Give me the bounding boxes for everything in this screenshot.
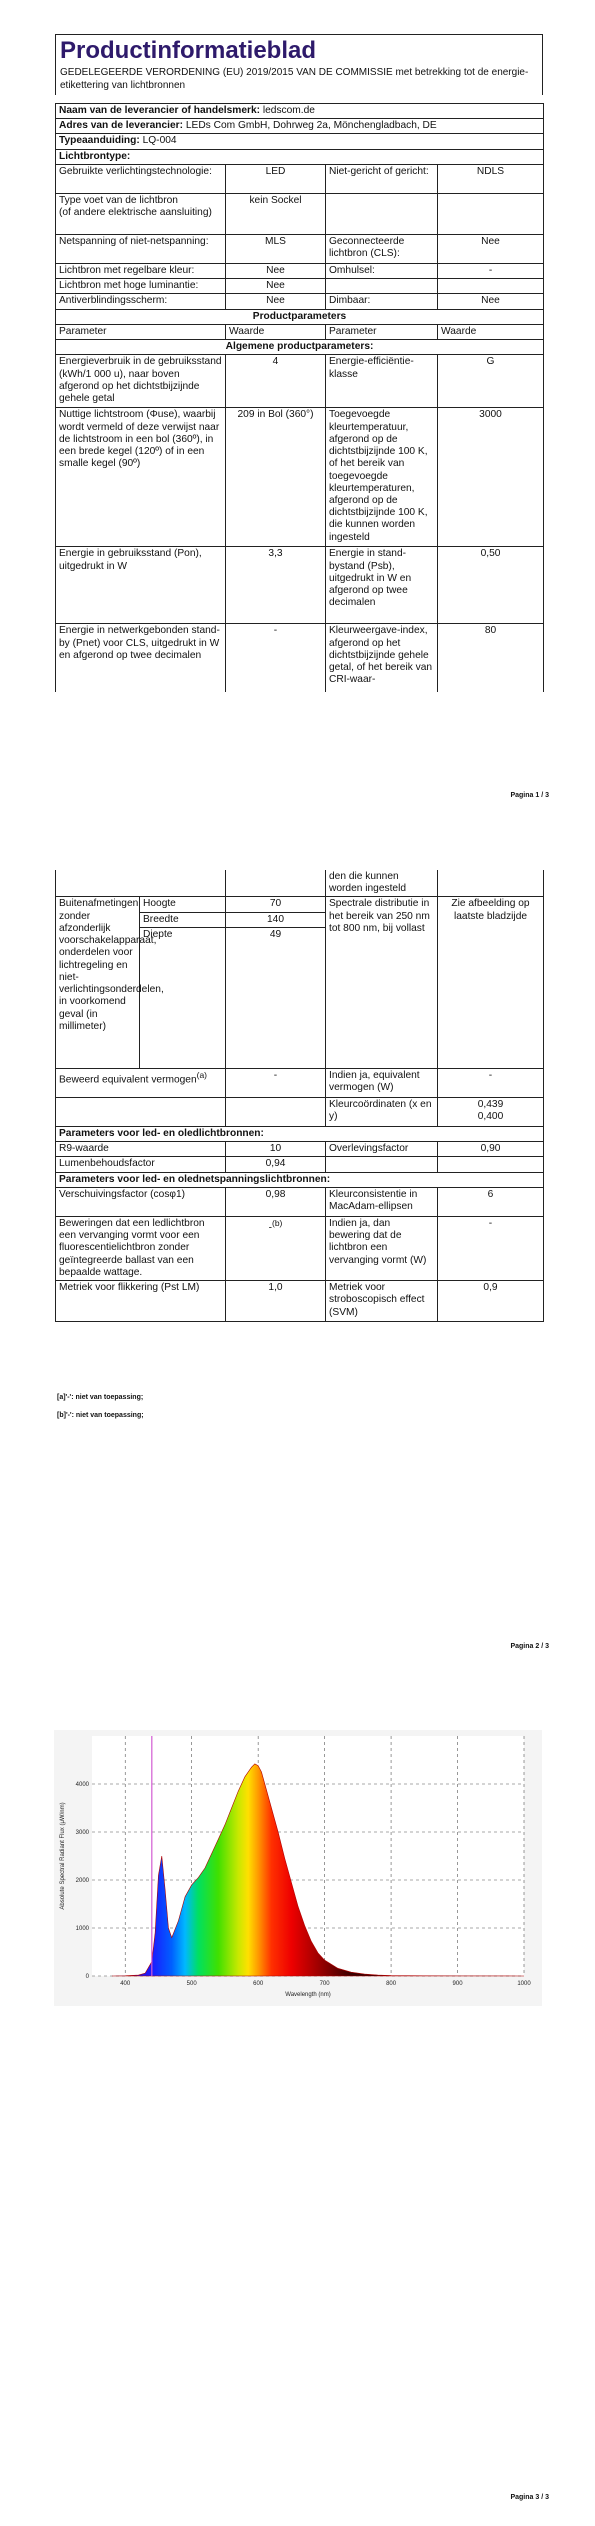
x-tick-label: 800 [386,1981,397,1987]
param-row [56,1157,544,1172]
model-row [56,134,544,149]
param-label: Energie-efficiëntie-klasse [326,355,438,408]
param-value: 0,50 [438,547,544,624]
type-label: Omhulsel: [326,263,438,278]
strobo-label: Metriek voor stroboscopisch effect (SVM) [326,1281,438,1322]
x-tick-label: 400 [120,1981,131,1987]
type-row [56,164,544,193]
x-axis-label: Wavelength (nm) [285,1992,331,1998]
strobo-value: 0,9 [438,1281,544,1322]
fluor-value-text: - [268,1222,272,1234]
led-params-heading: Parameters voor led- en oledlichtbronnen: [56,1126,544,1141]
param-row [56,1068,544,1097]
type-label: Antiverblindingsscherm: [56,294,226,309]
type-value: Nee [226,294,326,309]
spectral-label: Spectrale distributie in het bereik van 250 nm tot 800 nm, bij vollast [326,897,438,1068]
y-tick-label: 3000 [75,1830,89,1836]
type-label: Geconnecteerde lichtbron (CLS): [326,234,438,263]
type-row [56,279,544,294]
empty-cell [438,870,544,897]
product-info-table-continued [55,870,544,1322]
page-number: Pagina 3 / 3 [510,2494,549,2501]
param-value: G [438,355,544,408]
page-number: Pagina 1 / 3 [510,792,549,799]
param-row [56,1281,544,1322]
phi-value: 0,98 [226,1187,326,1216]
continued-label: den die kunnen worden ingesteld [326,870,438,897]
supplier-label: Naam van de leverancier of handelsmerk: [59,105,261,116]
claim-value: - [226,1068,326,1097]
dim-value: 49 [226,927,326,1068]
param-label: Nuttige lichtstroom (Φuse), waarbij wordt vermeld of deze verwijst naar de lichtstroom in een bol (360º), in een brede kegel (120º) of in een smalle kegel (90º) [56,408,226,547]
type-label: Lichtbron met regelbare kleur: [56,263,226,278]
empty-cell [438,1157,544,1172]
type-label: Niet-gericht of gericht: [326,164,438,193]
supplier-row [56,104,544,119]
lichtbrontype-heading: Lichtbrontype: [56,149,544,164]
type-row [56,263,544,278]
dims-label: Buitenafmetingen zonder afzonderlijk voorschakelapparaat, onderdelen voor lichtregeling en niet-verlichtingsonderdelen, in voorkomend geval (in millimeter) [56,897,140,1068]
type-value: Nee [226,279,326,294]
footnote-marker: (b) [272,1217,283,1228]
claim-label [56,1068,226,1097]
y-tick-label: 1000 [75,1926,89,1932]
column-header-row [56,324,544,339]
column-header: Waarde [438,324,544,339]
spectral-distribution-chart [54,1730,542,2006]
survival-label: Overlevingsfactor [326,1142,438,1157]
type-row [56,234,544,263]
flicker-value: 1,0 [226,1281,326,1322]
y-axis-label: Absolute Spectral Radiant Flux (μW/nm) [60,1802,66,1910]
column-header: Parameter [56,324,226,339]
phi-label: Verschuivingsfactor (cosφ1) [56,1187,226,1216]
type-row [56,294,544,309]
type-label [326,193,438,234]
dim-label: Diepte [140,927,226,1068]
chroma-label: Kleurcoördinaten (x en y) [326,1097,438,1126]
page-2 [0,870,595,1670]
x-tick-label: 900 [452,1981,463,1987]
param-label: Kleurweergave-index, afgerond op het dichtstbijzijnde gehele getal, of het bereik van CRI-waar- [326,624,438,693]
empty-cell [326,1157,438,1172]
macadam-label: Kleurconsistentie in MacAdam-ellipsen [326,1187,438,1216]
param-row [56,408,544,547]
equiv-value: - [438,1068,544,1097]
equiv-label: Indien ja, equivalent vermogen (W) [326,1068,438,1097]
param-value: - [226,624,326,693]
empty-cell [226,870,326,897]
spectral-value: Zie afbeelding op laatste bladzijde [438,897,544,1068]
survival-value: 0,90 [438,1142,544,1157]
type-value [438,279,544,294]
footnote-a: [a]'-': niet van toepassing; [57,1394,144,1401]
dim-label: Breedte [140,912,226,927]
type-value: kein Sockel [226,193,326,234]
flicker-label: Metriek voor flikkering (Pst LM) [56,1281,226,1322]
dim-value: 140 [226,912,326,927]
type-value: NDLS [438,164,544,193]
type-label: Type voet van de lichtbron (of andere elektrische aansluiting) [56,193,226,234]
lumen-value: 0,94 [226,1157,326,1172]
productparameters-heading: Productparameters [56,309,544,324]
chroma-value: 0,439 0,400 [438,1097,544,1126]
param-value: 80 [438,624,544,693]
param-label: Energie in stand-bystand (Psb), uitgedrukt in W en afgerond op twee decimalen [326,547,438,624]
param-label: Energie in gebruiksstand (Pon), uitgedrukt in W [56,547,226,624]
type-value: Nee [438,294,544,309]
address-row [56,119,544,134]
address-label: Adres van de leverancier: [59,120,184,132]
param-label: Toegevoegde kleurtemperatuur, afgerond op de dichtstbijzijnde 100 K, of het bereik van toegevoegde kleurtemperaturen, afgerond op de dichtstbijzijnde 100 K, die kunnen worden ingesteld [326,408,438,547]
type-value: Nee [226,263,326,278]
x-tick-label: 500 [186,1981,197,1987]
param-value: 3000 [438,408,544,547]
macadam-value: 6 [438,1187,544,1216]
claim-label-text: Beweerd equivalent vermogen [59,1074,197,1086]
type-value: Nee [438,234,544,263]
param-row [56,355,544,408]
column-header: Waarde [226,324,326,339]
type-row [56,193,544,234]
lumen-label: Lumenbehoudsfactor [56,1157,226,1172]
address-value: LEDs Com GmbH, Dohrweg 2a, Mönchengladbach, DE [185,120,437,132]
model-value: LQ-004 [142,135,177,147]
title-block [55,34,543,95]
param-row [56,1097,544,1126]
y-tick-label: 4000 [75,1782,89,1788]
x-tick-label: 700 [319,1981,330,1987]
footnote-marker: (a) [196,1069,208,1080]
product-info-table [55,103,544,692]
type-label [326,279,438,294]
fluor2-label: Indien ja, dan bewering dat de lichtbron een vervanging vormt (W) [326,1216,438,1280]
dims-row [56,897,544,912]
type-value [438,193,544,234]
empty-cell [226,1097,326,1126]
model-label: Typeaanduiding: [59,135,140,147]
y-tick-label: 0 [85,1974,89,1980]
page-1 [0,0,595,810]
fluor-label: Beweringen dat een ledlichtbron een vervanging vormt voor een fluorescentielichtbron zonder geïntegreerde ballast van een bepaalde wattage. [56,1216,226,1280]
column-header: Parameter [326,324,438,339]
dim-value: 70 [226,897,326,912]
type-value: MLS [226,234,326,263]
mains-params-heading: Parameters voor led- en olednetspanningslichtbronnen: [56,1172,544,1187]
empty-cell [56,870,226,897]
param-row [56,1216,544,1280]
param-label: Energieverbruik in de gebruiksstand (kWh/1 000 u), naar boven afgerond op het dichtstbijzijnde gehele getal [56,355,226,408]
x-tick-label: 1000 [517,1981,531,1987]
x-tick-label: 600 [253,1981,264,1987]
regulation-subtitle: GEDELEGEERDE VERORDENING (EU) 2019/2015 VAN DE COMMISSIE met betrekking tot de energie-etikettering van lichtbronnen [60,67,529,91]
r9-label: R9-waarde [56,1142,226,1157]
type-label: Gebruikte verlichtingstechnologie: [56,164,226,193]
footnote-b: [b]'-': niet van toepassing; [57,1412,144,1419]
type-label: Netspanning of niet-netspanning: [56,234,226,263]
general-params-heading: Algemene productparameters: [56,340,544,355]
param-value: 209 in Bol (360°) [226,408,326,547]
continuation-row [56,870,544,897]
fluor-value [226,1216,326,1280]
param-row [56,1187,544,1216]
page-title: Productinformatieblad [60,37,317,64]
type-value: - [438,263,544,278]
param-row [56,1142,544,1157]
fluor2-value: - [438,1216,544,1280]
spectral-chart-svg [54,1730,542,2006]
dim-label: Hoogte [140,897,226,912]
supplier-value: ledscom.de [262,105,315,116]
y-tick-label: 2000 [75,1878,89,1884]
param-value: 4 [226,355,326,408]
type-value: LED [226,164,326,193]
type-label: Lichtbron met hoge luminantie: [56,279,226,294]
page-3 [0,1720,595,2526]
param-row [56,624,544,693]
page-number: Pagina 2 / 3 [510,1643,549,1650]
r9-value: 10 [226,1142,326,1157]
param-value: 3,3 [226,547,326,624]
empty-cell [56,1097,226,1126]
type-label: Dimbaar: [326,294,438,309]
param-label: Energie in netwerkgebonden stand-by (Pnet) voor CLS, uitgedrukt in W en afgerond op twee decimalen [56,624,226,693]
param-row [56,547,544,624]
